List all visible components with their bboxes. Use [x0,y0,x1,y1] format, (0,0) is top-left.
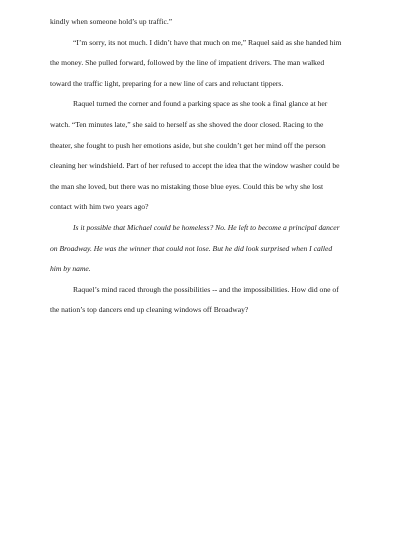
text-line: on Broadway. He was the winner that could not lose. But he did look surprised when I called [50,243,333,253]
paragraph-5 [50,280,370,321]
text-line: “I’m sorry, its not much. I didn’t have that much on me,” Raquel said as she handed him [73,37,342,47]
text-line: the man she loved, but there was no mistaking those blue eyes. Could this be why she lost [50,181,324,191]
paragraph-2 [50,33,370,95]
text-line: Raquel turned the corner and found a parking space as she took a final glance at her [73,99,328,109]
text-line: the nation’s top dancers end up cleaning windows off Broadway? [50,305,249,315]
paragraph-4-italic-thought [50,218,370,280]
text-line: theater, she fought to push her emotions aside, but she couldn’t get her mind off the person [50,140,326,150]
manuscript-text [50,12,370,321]
text-line: kindly when someone hold’s up traffic.” [50,17,173,26]
text-line: watch. “Ten minutes late,” she said to herself as she shoved the door closed. Racing to the [50,119,324,129]
text-line: cleaning her windshield. Part of her refused to accept the idea that the window washer could be [50,161,340,171]
text-line: contact with him two years ago? [50,202,149,212]
text-line: the money. She pulled forward, followed by the line of impatient drivers. The man walked [50,58,325,68]
paragraph-1 [50,12,370,33]
text-line: toward the traffic light, preparing for a new line of cars and reluctant tippers. [50,78,284,88]
text-line: Raquel’s mind raced through the possibilities -- and the impossibilities. How did one of [73,284,339,294]
text-line: Is it possible that Michael could be homeless? No. He left to become a principal dancer [73,222,340,232]
paragraph-3 [50,94,370,218]
text-line: him by name. [50,264,91,274]
